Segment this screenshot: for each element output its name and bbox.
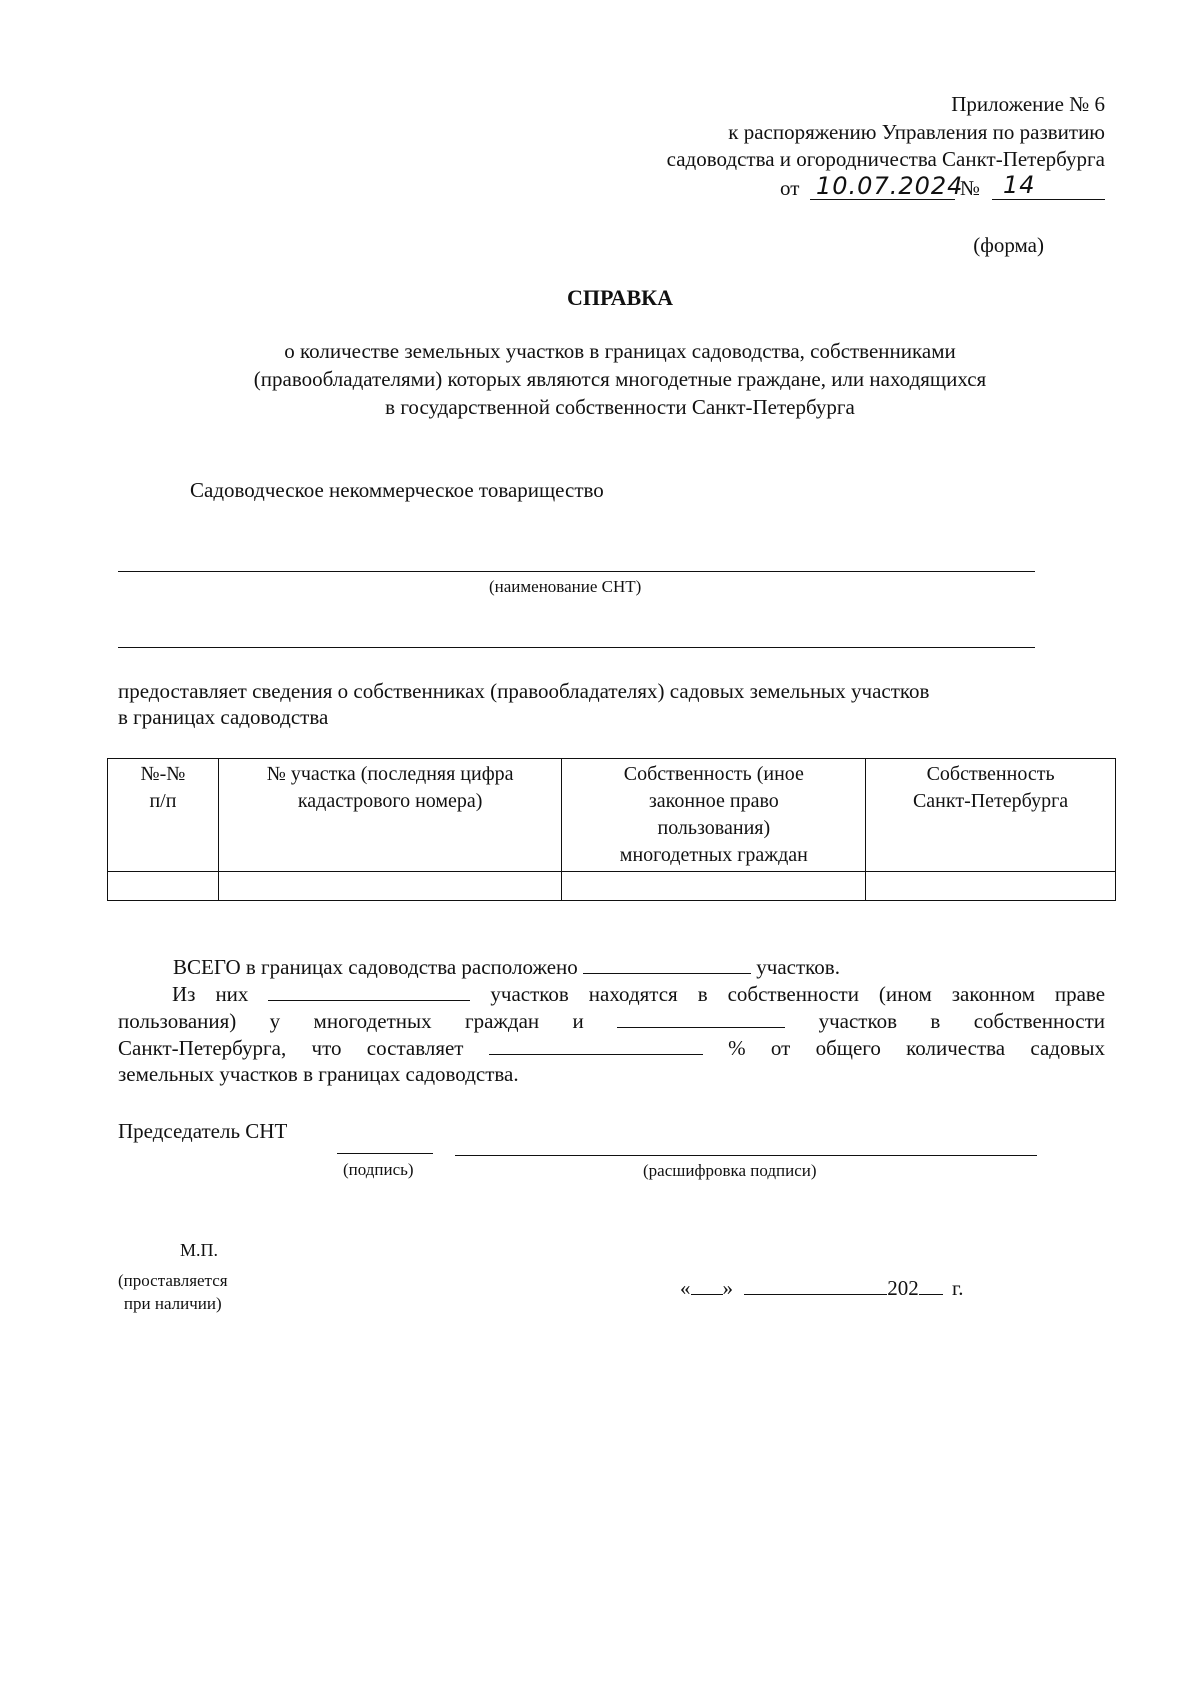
handwritten-number: 14 — [1003, 171, 1036, 199]
header-families-ownership: Собственность (иное законное право пользования) многодетных граждан — [562, 759, 866, 872]
plots-table — [107, 758, 1116, 901]
signature-decode-caption: (расшифровка подписи) — [643, 1161, 817, 1180]
percent-field[interactable] — [489, 1035, 703, 1055]
table-cell[interactable] — [218, 872, 562, 901]
number-label: № — [960, 176, 981, 200]
header-plot-number: № участка (последняя цифра кадастрового номера) — [218, 759, 562, 872]
year-digit-field[interactable] — [919, 1275, 943, 1295]
date-underline — [810, 199, 955, 200]
from-label: от — [780, 176, 800, 200]
subtitle-line-1: о количестве земельных участков в границах садоводства, собственниками — [284, 339, 956, 363]
table-cell[interactable] — [866, 872, 1116, 901]
table-cell[interactable] — [562, 872, 866, 901]
signature-caption: (подпись) — [343, 1160, 414, 1179]
snt-name-caption: (наименование СНТ) — [489, 577, 642, 596]
signature-line[interactable] — [337, 1153, 433, 1154]
snt-name-line — [118, 571, 1035, 572]
document-title: СПРАВКА — [566, 285, 674, 310]
day-field[interactable] — [691, 1275, 723, 1295]
snt-label: Садоводческое некоммерческое товарищество — [190, 478, 604, 502]
chairman-label: Председатель СНТ — [118, 1119, 288, 1143]
table-row — [108, 872, 1116, 901]
of-them-label: Из них — [172, 982, 249, 1006]
total-suffix: участков. — [756, 955, 840, 979]
spb-count-field[interactable] — [617, 1008, 785, 1028]
stamp-note-line-1: (проставляется — [118, 1271, 228, 1290]
table-cell[interactable] — [108, 872, 219, 901]
signing-date-line — [680, 1275, 964, 1301]
number-underline — [992, 199, 1105, 200]
handwritten-date: 10.07.2024 — [816, 172, 964, 200]
quote-open: « — [680, 1276, 691, 1300]
total-prefix: ВСЕГО в границах садоводства расположено — [173, 955, 578, 979]
signature-decode-line[interactable] — [455, 1155, 1037, 1156]
summary-use-line — [118, 1008, 1105, 1034]
use-suffix: участков в собственности — [818, 1009, 1106, 1033]
header-spb-ownership: Собственность Санкт-Петербурга — [866, 759, 1116, 872]
spb-suffix: % от общего количества садовых — [728, 1036, 1106, 1060]
use-mid: у многодетных граждан и — [269, 1009, 584, 1033]
snt-name-line-2 — [118, 647, 1035, 648]
summary-spb-line — [118, 1035, 1105, 1061]
use-prefix: пользования) — [118, 1009, 237, 1033]
stamp-note-line-2: при наличии) — [123, 1294, 222, 1313]
quote-close: » — [722, 1276, 733, 1300]
year-suffix: г. — [952, 1276, 964, 1300]
month-field[interactable] — [744, 1275, 887, 1295]
own-count-field[interactable] — [268, 981, 470, 1001]
stamp-place-label: М.П. — [180, 1240, 219, 1260]
summary-own-line — [118, 981, 1105, 1007]
year-prefix: 202 — [887, 1276, 919, 1300]
subtitle-line-3: в государственной собственности Санкт-Петербурга — [385, 395, 855, 419]
own-text: участков находятся в собственности (ином законном праве — [490, 982, 1106, 1006]
provides-line-2: в границах садоводства — [118, 705, 329, 729]
stamp-note — [118, 1270, 228, 1314]
header-row-number: №-№ п/п — [108, 759, 219, 872]
summary-total-line — [173, 954, 840, 980]
table-header-row — [108, 759, 1116, 872]
appendix-order-line-2: садоводства и огородничества Санкт-Петербурга — [666, 147, 1105, 171]
spb-prefix: Санкт-Петербурга, что составляет — [118, 1036, 464, 1060]
appendix-order-line: к распоряжению Управления по развитию — [728, 120, 1105, 144]
subtitle-line-2: (правообладателями) которых являются многодетные граждане, или находящихся — [253, 367, 987, 391]
form-label: (форма) — [973, 233, 1044, 257]
provides-line-1: предоставляет сведения о собственниках (правообладателях) садовых земельных участков — [118, 679, 930, 703]
document-subtitle — [0, 339, 1200, 420]
summary-last-line: земельных участков в границах садоводства. — [118, 1062, 519, 1086]
total-count-field[interactable] — [583, 954, 751, 974]
appendix-date-row — [780, 172, 1105, 202]
appendix-title: Приложение № 6 — [951, 92, 1105, 116]
